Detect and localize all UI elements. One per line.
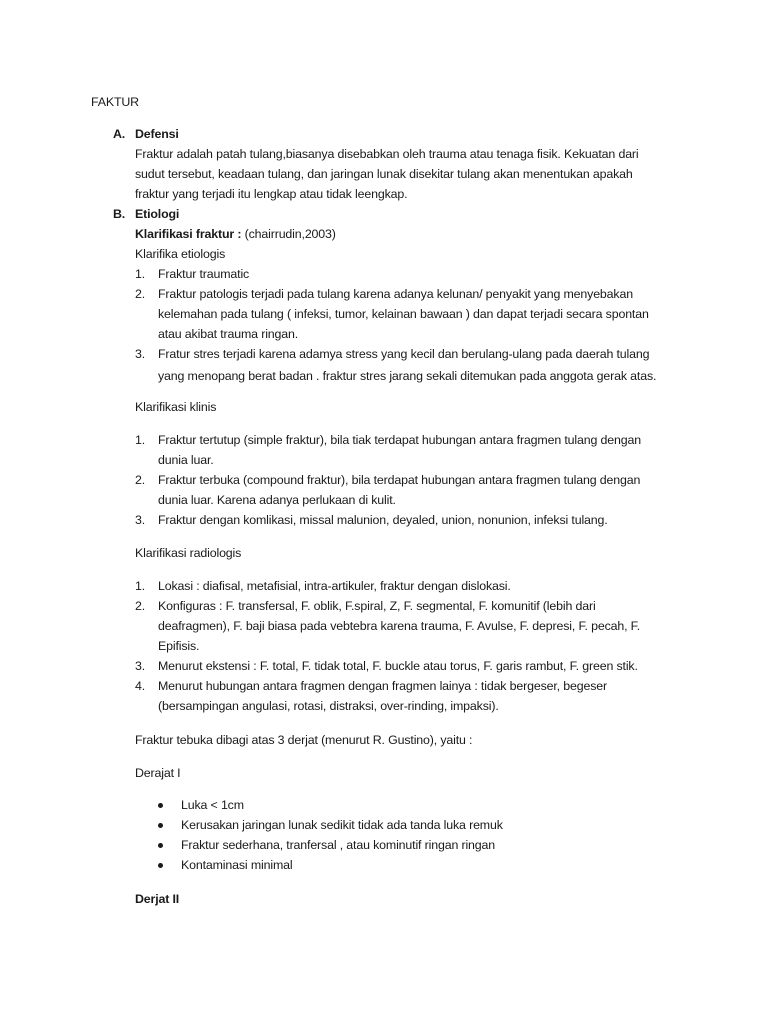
bullet-dot-icon <box>158 863 163 868</box>
terbuka-intro: Fraktur tebuka dibagi atas 3 derjat (menurut R. Gustino), yaitu : <box>135 733 473 747</box>
section-a-marker: A. <box>113 127 126 141</box>
radiologis-item-line: Lokasi : diafisal, metafisial, intra-artikuler, fraktur dengan dislokasi. <box>158 579 511 593</box>
etiologis-item-line: Fraktur traumatic <box>158 267 250 281</box>
radiologis-item-line: Menurut ekstensi : F. total, F. tidak total, F. buckle atau torus, F. garis rambut, F. green stik. <box>158 659 638 673</box>
klinis-item-line: dunia luar. Karena adanya perlukaan di kulit. <box>158 493 396 507</box>
klasifikasi-label: Klarifikasi fraktur : <box>135 227 242 241</box>
radiologis-item-line: Menurut hubungan antara fragmen dengan fragmen lainya : tidak bergeser, begeser <box>158 679 607 693</box>
section-a-heading: Defensi <box>135 127 179 141</box>
klinis-item-line: Fraktur terbuka (compound fraktur), bila terdapat hubungan antara fragmen tulang dengan <box>158 473 641 487</box>
bullet-dot-icon <box>158 803 163 808</box>
radiologis-item-line: (bersampingan angulasi, rotasi, distraksi, over-rinding, impaksi). <box>158 699 499 713</box>
klinis-item-line: Fraktur tertutup (simple fraktur), bila tiak terdapat hubungan antara fragmen tulang dengan <box>158 433 641 447</box>
etiologis-item-number: 3. <box>135 347 146 361</box>
klasifikasi-line <box>135 226 336 242</box>
etiologis-item-line: Fratur stres terjadi karena adamya stress yang kecil dan berulang-ulang pada daerah tulang <box>158 347 650 361</box>
klinis-item-number: 3. <box>135 513 146 527</box>
bullet-dot-icon <box>158 823 163 828</box>
etiologis-item-line: Fraktur patologis terjadi pada tulang karena adanya kelunan/ penyakit yang menyebakan <box>158 287 633 301</box>
klinis-title: Klarifikasi klinis <box>135 400 217 414</box>
radiologis-item-line: Konfiguras : F. transfersal, F. oblik, F.spiral, Z, F. segmental, F. komunitif (lebih dari <box>158 599 596 613</box>
section-a-line: sudut tersebut, keadaan tulang, dan jaringan lunak disekitar tulang akan menentukan apakah <box>135 167 633 181</box>
klinis-item-number: 2. <box>135 473 146 487</box>
derajat-1-title: Derajat I <box>135 766 181 780</box>
radiologis-item-number: 1. <box>135 579 146 593</box>
derajat-1-item: Luka < 1cm <box>181 798 244 812</box>
etiologis-item-line: yang menopang berat badan . fraktur stres jarang sekali ditemukan pada anggota gerak atas. <box>158 369 657 383</box>
etiologis-item-number: 2. <box>135 287 146 301</box>
radiologis-title: Klarifikasi radiologis <box>135 546 242 560</box>
etiologis-item-line: kelemahan pada tulang ( infeksi, tumor, kelainan bawaan ) dan dapat terjadi secara spontan <box>158 307 649 321</box>
radiologis-item-line: Epifisis. <box>158 639 200 653</box>
klinis-item-number: 1. <box>135 433 146 447</box>
section-b-heading: Etiologi <box>135 207 180 221</box>
etiologis-item-line: atau akibat trauma ringan. <box>158 327 299 341</box>
klasifikasi-reference: (chairrudin,2003) <box>241 227 336 241</box>
bullet-dot-icon <box>158 843 163 848</box>
etiologis-title: Klarifika etiologis <box>135 247 226 261</box>
derajat-1-item: Kerusakan jaringan lunak sedikit tidak ada tanda luka remuk <box>181 818 503 832</box>
derajat-1-item: Fraktur sederhana, tranfersal , atau kominutif ringan ringan <box>181 838 496 852</box>
radiologis-item-number: 2. <box>135 599 146 613</box>
section-a-line: fraktur yang terjadi itu lengkap atau tidak leengkap. <box>135 187 408 201</box>
section-a-line: Fraktur adalah patah tulang,biasanya disebabkan oleh trauma atau tenaga fisik. Kekuatan dari <box>135 147 639 161</box>
etiologis-item-number: 1. <box>135 267 146 281</box>
radiologis-item-number: 4. <box>135 679 146 693</box>
klinis-item-line: Fraktur dengan komlikasi, missal malunion, deyaled, union, nonunion, infeksi tulang. <box>158 513 608 527</box>
radiologis-item-number: 3. <box>135 659 146 673</box>
section-b-marker: B. <box>113 207 126 221</box>
radiologis-item-line: deafragmen), F. baji biasa pada vebtebra karena trauma, F. Avulse, F. depresi, F. pecah, F. <box>158 619 641 633</box>
document-title: FAKTUR <box>91 95 139 109</box>
derajat-1-item: Kontaminasi minimal <box>181 858 293 872</box>
klinis-item-line: dunia luar. <box>158 453 214 467</box>
derajat-2-title: Derjat II <box>135 892 180 906</box>
